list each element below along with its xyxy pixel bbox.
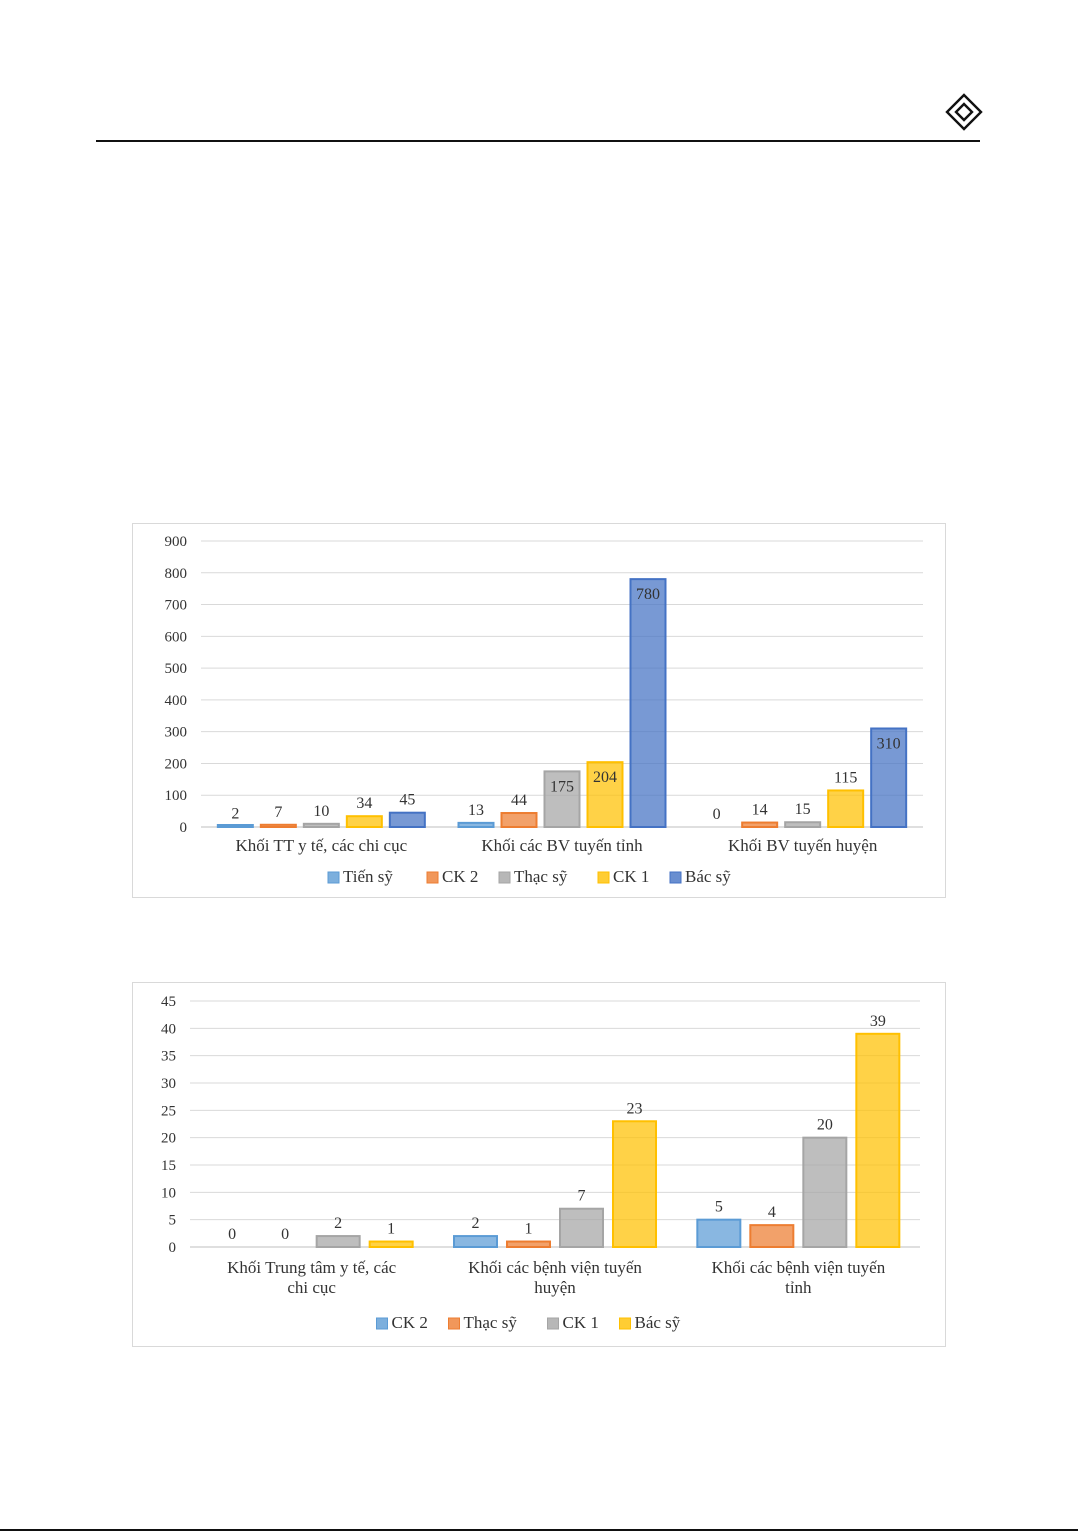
bar-2 bbox=[697, 1220, 740, 1247]
data-label: 115 bbox=[833, 769, 858, 787]
bar-1 bbox=[218, 825, 253, 827]
data-label: 13 bbox=[468, 801, 484, 819]
data-label: 0 bbox=[712, 806, 721, 823]
legend-swatch bbox=[427, 872, 438, 883]
x-category-label: Khối Trung tâm y tế, các bbox=[227, 1258, 397, 1277]
x-category-label: Khối TT y tế, các chi cục bbox=[235, 836, 408, 855]
bar-1 bbox=[742, 823, 777, 827]
y-tick-label: 10 bbox=[161, 1185, 176, 1202]
y-tick-label: 500 bbox=[164, 661, 187, 678]
x-category-label: Khối các BV tuyến tỉnh bbox=[481, 836, 643, 855]
y-tick-label: 35 bbox=[161, 1048, 176, 1065]
legend-swatch bbox=[548, 1318, 559, 1329]
y-tick-label: 400 bbox=[164, 692, 187, 709]
data-label: 10 bbox=[313, 802, 330, 820]
data-label: 5 bbox=[714, 1198, 723, 1216]
y-tick-label: 30 bbox=[161, 1076, 176, 1092]
x-category-label: Khối BV tuyến huyện bbox=[727, 836, 878, 855]
bar-2 bbox=[560, 1209, 603, 1247]
data-label: 7 bbox=[274, 803, 283, 821]
data-label: 175 bbox=[550, 778, 574, 796]
data-label: 2 bbox=[334, 1215, 343, 1233]
legend-swatch bbox=[328, 872, 339, 883]
bar-2 bbox=[317, 1236, 360, 1247]
bar-1 bbox=[631, 579, 666, 827]
data-label: 2 bbox=[471, 1215, 480, 1233]
y-tick-label: 900 bbox=[164, 534, 187, 550]
bar-1 bbox=[785, 822, 820, 827]
legend-swatch bbox=[449, 1318, 460, 1329]
bar-2 bbox=[507, 1242, 550, 1247]
data-label: 1 bbox=[387, 1220, 396, 1238]
bar-1 bbox=[828, 790, 863, 827]
y-tick-label: 15 bbox=[161, 1158, 176, 1174]
x-category-label: Khối các bệnh viện tuyến bbox=[468, 1258, 642, 1277]
data-label: 20 bbox=[816, 1116, 833, 1134]
legend-label: CK 1 bbox=[613, 867, 650, 886]
data-label: 2 bbox=[231, 805, 240, 823]
chart-doctors-by-level bbox=[132, 523, 946, 898]
data-label: 45 bbox=[399, 791, 416, 809]
y-tick-label: 300 bbox=[164, 724, 187, 741]
legend-label: Tiến sỹ bbox=[343, 867, 393, 886]
legend-label: Bác sỹ bbox=[634, 1313, 681, 1332]
data-label: 310 bbox=[876, 735, 901, 753]
y-tick-label: 40 bbox=[161, 1021, 176, 1038]
data-label: 1 bbox=[524, 1220, 533, 1238]
legend-label: Thạc sỹ bbox=[463, 1313, 517, 1332]
bar-1 bbox=[261, 825, 296, 827]
bar-2 bbox=[370, 1242, 413, 1247]
bar-2 bbox=[750, 1225, 793, 1247]
y-tick-label: 5 bbox=[168, 1212, 176, 1229]
bar-2 bbox=[454, 1236, 497, 1247]
y-tick-label: 100 bbox=[164, 788, 187, 805]
data-label: 7 bbox=[577, 1187, 586, 1205]
x-category-label: Khối các bệnh viện tuyến bbox=[711, 1258, 886, 1277]
chart-training-by-level bbox=[132, 982, 946, 1347]
bar-2 bbox=[856, 1034, 899, 1247]
legend-label: CK 2 bbox=[442, 867, 479, 886]
bar-1 bbox=[459, 823, 494, 827]
legend-swatch bbox=[499, 872, 510, 883]
data-label: 14 bbox=[751, 801, 768, 819]
header-rule bbox=[96, 140, 980, 142]
x-category-label: huyện bbox=[534, 1278, 576, 1297]
y-tick-label: 20 bbox=[161, 1130, 176, 1147]
data-label: 780 bbox=[636, 586, 660, 604]
x-category-label: tỉnh bbox=[785, 1278, 812, 1297]
data-label: 23 bbox=[626, 1100, 643, 1118]
chart-2-svg bbox=[133, 983, 945, 1346]
data-label: 4 bbox=[767, 1204, 776, 1222]
legend-label: CK 1 bbox=[562, 1313, 599, 1332]
legend-label: Thạc sỹ bbox=[514, 867, 568, 886]
bar-2 bbox=[613, 1121, 656, 1247]
y-tick-label: 200 bbox=[164, 756, 187, 773]
legend-label: Bác sỹ bbox=[685, 867, 731, 886]
bar-1 bbox=[390, 813, 425, 827]
legend-label: CK 2 bbox=[391, 1313, 428, 1332]
data-label: 204 bbox=[593, 769, 617, 787]
data-label: 15 bbox=[794, 801, 811, 819]
y-tick-label: 700 bbox=[164, 597, 187, 614]
data-label: 0 bbox=[281, 1226, 290, 1243]
legend-swatch bbox=[377, 1318, 388, 1329]
data-label: 34 bbox=[356, 795, 373, 813]
legend-swatch bbox=[670, 872, 681, 883]
x-category-label: chi cục bbox=[287, 1278, 336, 1297]
diamond-logo-icon bbox=[944, 92, 984, 132]
y-tick-label: 600 bbox=[164, 629, 187, 646]
y-tick-label: 45 bbox=[161, 994, 176, 1010]
data-label: 39 bbox=[869, 1012, 886, 1030]
data-label: 44 bbox=[511, 792, 527, 810]
data-label: 0 bbox=[228, 1226, 237, 1243]
legend-swatch bbox=[598, 872, 609, 883]
legend-swatch bbox=[620, 1318, 631, 1329]
footer-rule bbox=[0, 1529, 1078, 1531]
bar-1 bbox=[347, 816, 382, 827]
y-tick-label: 0 bbox=[168, 1240, 176, 1256]
bar-1 bbox=[502, 813, 537, 827]
y-tick-label: 800 bbox=[164, 565, 187, 582]
y-tick-label: 0 bbox=[179, 820, 187, 836]
bar-1 bbox=[304, 824, 339, 827]
y-tick-label: 25 bbox=[161, 1103, 176, 1120]
bar-2 bbox=[803, 1138, 846, 1247]
chart-1-svg bbox=[133, 524, 945, 897]
